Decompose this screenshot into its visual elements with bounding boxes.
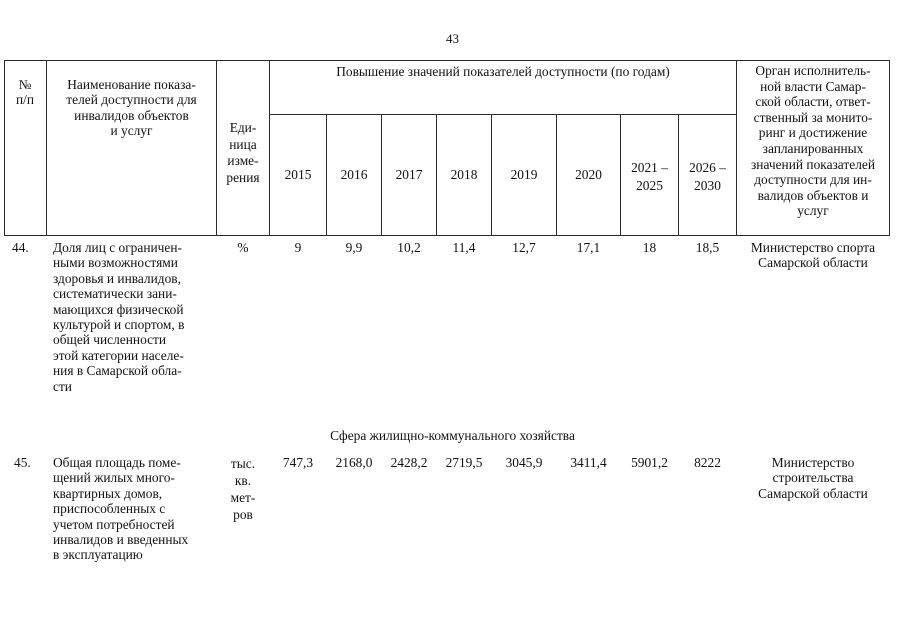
year-header-2020: 2020 xyxy=(575,167,602,182)
indicator-name: Доля лиц с ограничен- ными возможностями здоровья и инвалидов, систематически зани- мающихся физической культурой и спортом, в общей численности этой категории населе- ния в Самарской обла- сти xyxy=(53,240,185,394)
section-title: Сфера жилищно-коммунального хозяйства xyxy=(330,428,575,443)
responsible-authority: Министерство строительства Самарской области xyxy=(758,455,868,501)
header-unit-text: Еди- ница изме- рения xyxy=(226,120,260,185)
value-2021-2025: 5901,2 xyxy=(631,455,668,470)
year-header-2017: 2017 xyxy=(395,167,423,182)
header-num: № п/п xyxy=(15,77,35,108)
value-2016: 9,9 xyxy=(345,240,363,255)
value-2019: 12,7 xyxy=(512,240,536,255)
value-2018: 2719,5 xyxy=(445,455,483,470)
value-2018: 11,4 xyxy=(452,240,476,255)
table-right-border xyxy=(889,60,890,236)
value-2015: 747,3 xyxy=(282,455,314,470)
value-2026-2030: 8222 xyxy=(694,455,721,470)
page-number: 43 xyxy=(446,31,459,46)
value-2019: 3045,9 xyxy=(505,455,543,470)
row-number: 45. xyxy=(14,455,31,470)
unit: тыс. кв. мет- ров xyxy=(230,456,256,522)
year-header-2026-2030: 2026 – 2030 xyxy=(689,160,726,193)
year-header-2018: 2018 xyxy=(450,167,478,182)
value-2017: 2428,2 xyxy=(390,455,428,470)
value-2021-2025: 18 xyxy=(642,240,657,255)
year-header-2019: 2019 xyxy=(510,167,538,182)
value-2017: 10,2 xyxy=(397,240,421,255)
header-bottom-border xyxy=(4,235,890,236)
value-2020: 3411,4 xyxy=(570,455,607,470)
value-2015: 9 xyxy=(294,240,302,255)
row-number: 44. xyxy=(12,240,29,255)
value-2016: 2168,0 xyxy=(335,455,373,470)
header-authority: Орган исполнитель- ной власти Самар- ской области, ответ- ственный за монито- ринг и достижение запланированных значений показателей доступности для ин- валидов объектов и услуг xyxy=(751,63,875,219)
year-header-2016: 2016 xyxy=(340,167,368,182)
years-header-divider xyxy=(269,114,736,115)
value-2020: 17,1 xyxy=(576,240,601,255)
indicator-name: Общая площадь поме- щений жилых много- квартирных домов, приспособленных с учетом потребностей инвалидов и введенных в эксплуатацию xyxy=(53,455,189,563)
responsible-authority: Министерство спорта Самарской области xyxy=(750,240,876,271)
value-2026-2030: 18,5 xyxy=(695,240,720,255)
year-header-2021-2025: 2021 – 2025 xyxy=(631,160,668,193)
col-divider xyxy=(269,60,270,236)
header-increase-group: Повышение значений показателей доступности (по годам) xyxy=(336,64,670,79)
header-indicator-name: Наименование показа- телей доступности для инвалидов объектов и услуг xyxy=(66,77,197,139)
unit: % xyxy=(237,240,249,255)
table-top-border xyxy=(4,60,890,61)
year-header-2015: 2015 xyxy=(284,167,312,182)
